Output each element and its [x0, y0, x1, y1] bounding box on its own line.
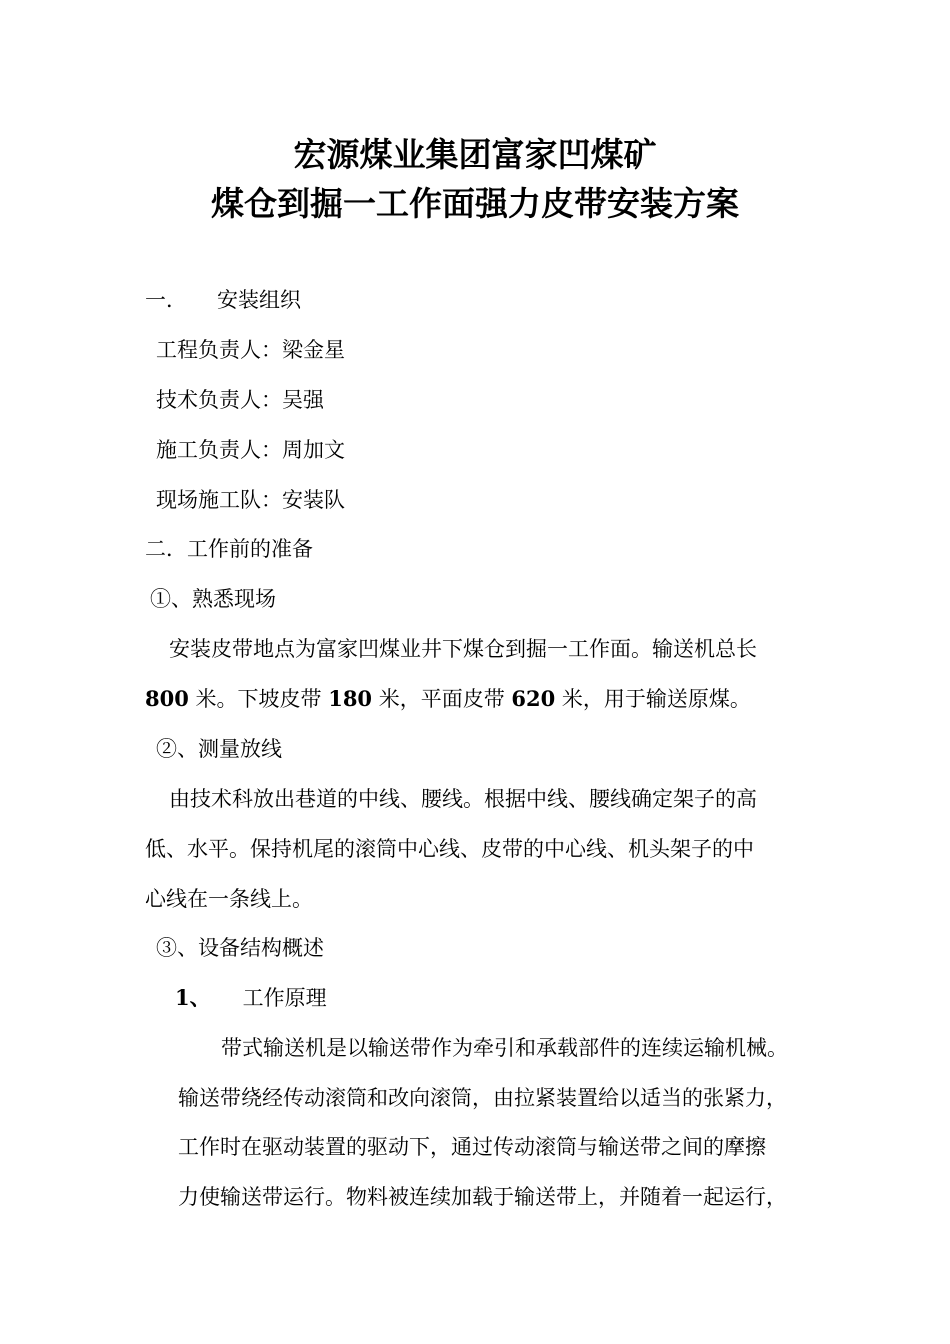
- section1-item-tech-lead: 技术负责人：吴强: [156, 388, 324, 412]
- document-title-line1: 宏源煤业集团富家凹煤矿: [293, 135, 657, 174]
- downhill-length-value: 180: [328, 686, 373, 711]
- section1-heading: [145, 286, 301, 314]
- section2-sub3-paragraph-line4: 力使输送带运行。物料被连续加载于输送带上，并随着一起运行，: [178, 1185, 787, 1209]
- section2-sub2-heading: ②、测量放线: [156, 737, 282, 761]
- text-segment: 米。下坡皮带: [188, 687, 329, 711]
- section1-item-construction-lead: 施工负责人：周加文: [156, 438, 345, 462]
- section1-heading-text: 安装组织: [217, 288, 301, 312]
- section2-sub3-paragraph-line2: 输送带绕经传动滚筒和改向滚筒，由拉紧装置给以适当的张紧力，: [178, 1086, 787, 1110]
- section2-sub3-paragraph-line3: 工作时在驱动装置的驱动下，通过传动滚筒与输送带之间的摩擦: [178, 1135, 766, 1159]
- document-title-line2: 煤仓到掘一工作面强力皮带安装方案: [211, 184, 739, 223]
- section2-sub3-heading: ③、设备结构概述: [156, 936, 324, 960]
- section2-sub1-paragraph-line2: [145, 685, 751, 713]
- section2-sub1-paragraph-line1: 安装皮带地点为富家凹煤业井下煤仓到掘一工作面。输送机总长: [169, 637, 757, 661]
- section2-sub3-item1: [175, 984, 327, 1012]
- section1-item-site-team: 现场施工队：安装队: [156, 488, 345, 512]
- section2-sub2-paragraph-line3: 心线在一条线上。: [145, 887, 313, 911]
- section2-sub2-paragraph-line2: 低、水平。保持机尾的滚筒中心线、皮带的中心线、机头架子的中: [145, 837, 754, 861]
- section2-sub1-heading: ①、熟悉现场: [150, 587, 276, 611]
- section2-sub2-paragraph-line1: 由技术科放出巷道的中线、腰线。根据中线、腰线确定架子的高: [169, 787, 757, 811]
- flat-length-value: 620: [511, 686, 556, 711]
- section2-heading: 二．工作前的准备: [145, 537, 313, 561]
- item-number: 1、: [175, 985, 211, 1010]
- section1-item-project-lead: 工程负责人：梁金星: [156, 338, 345, 362]
- item-text: 工作原理: [242, 986, 327, 1010]
- text-segment: 米，用于输送原煤。: [555, 687, 751, 711]
- section2-sub3-paragraph-line1: 带式输送机是以输送带作为牵引和承载部件的连续运输机械。: [221, 1036, 788, 1060]
- text-segment: 米，平面皮带: [372, 687, 512, 711]
- section1-heading-number: 一．: [145, 288, 187, 312]
- total-length-value: 800: [145, 686, 189, 711]
